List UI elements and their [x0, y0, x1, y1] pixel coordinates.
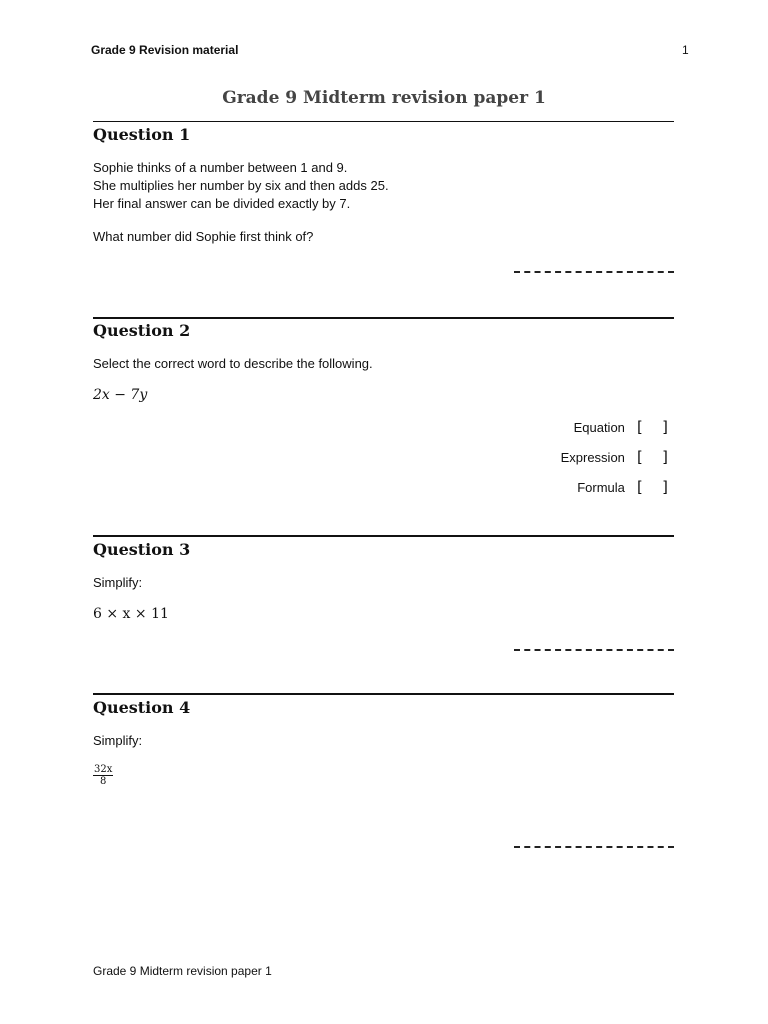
question-2-divider	[93, 317, 674, 319]
question-1-heading: Question 1	[93, 125, 191, 144]
question-3-heading: Question 3	[93, 540, 191, 559]
question-4-divider	[93, 693, 674, 695]
document-title: Grade 9 Midterm revision paper 1	[222, 88, 546, 108]
question-1-prompt: What number did Sophie first think of?	[93, 229, 314, 244]
option-equation-checkbox[interactable]: [ ]	[634, 418, 674, 436]
question-1-answer-line[interactable]	[514, 271, 674, 273]
question-3-answer-line[interactable]	[514, 649, 674, 651]
question-2-expression: 2x − 7y	[93, 387, 148, 403]
fraction-denominator: 8	[100, 776, 107, 787]
page-footer: Grade 9 Midterm revision paper 1	[93, 964, 272, 978]
fraction-numerator: 32x	[94, 764, 113, 775]
option-formula[interactable]	[577, 478, 674, 496]
question-1-line-1: Sophie thinks of a number between 1 and 9.	[93, 160, 348, 175]
option-equation-label: Equation	[573, 419, 625, 435]
question-3-divider	[93, 535, 674, 537]
question-1-text	[93, 159, 389, 213]
option-formula-label: Formula	[577, 479, 625, 495]
option-formula-checkbox[interactable]: [ ]	[634, 478, 674, 496]
question-4-answer-line[interactable]	[514, 846, 674, 848]
question-3-instruction: Simplify:	[93, 575, 143, 590]
question-4-fraction	[93, 764, 113, 787]
option-expression-label: Expression	[560, 449, 625, 465]
option-equation[interactable]	[574, 418, 674, 436]
question-2-instruction: Select the correct word to describe the following.	[93, 356, 373, 371]
question-3-expression: 6 × x × 11	[93, 606, 169, 622]
question-4-instruction: Simplify:	[93, 733, 143, 748]
option-expression[interactable]	[561, 448, 674, 466]
question-1-line-3: Her final answer can be divided exactly by 7.	[93, 196, 351, 211]
question-4-heading: Question 4	[93, 698, 191, 717]
running-header: Grade 9 Revision material	[91, 43, 239, 57]
title-divider	[93, 121, 674, 122]
option-expression-checkbox[interactable]: [ ]	[634, 448, 674, 466]
page-number: 1	[682, 43, 689, 57]
question-2-heading: Question 2	[93, 321, 191, 340]
question-1-line-2: She multiplies her number by six and then adds 25.	[93, 178, 389, 193]
